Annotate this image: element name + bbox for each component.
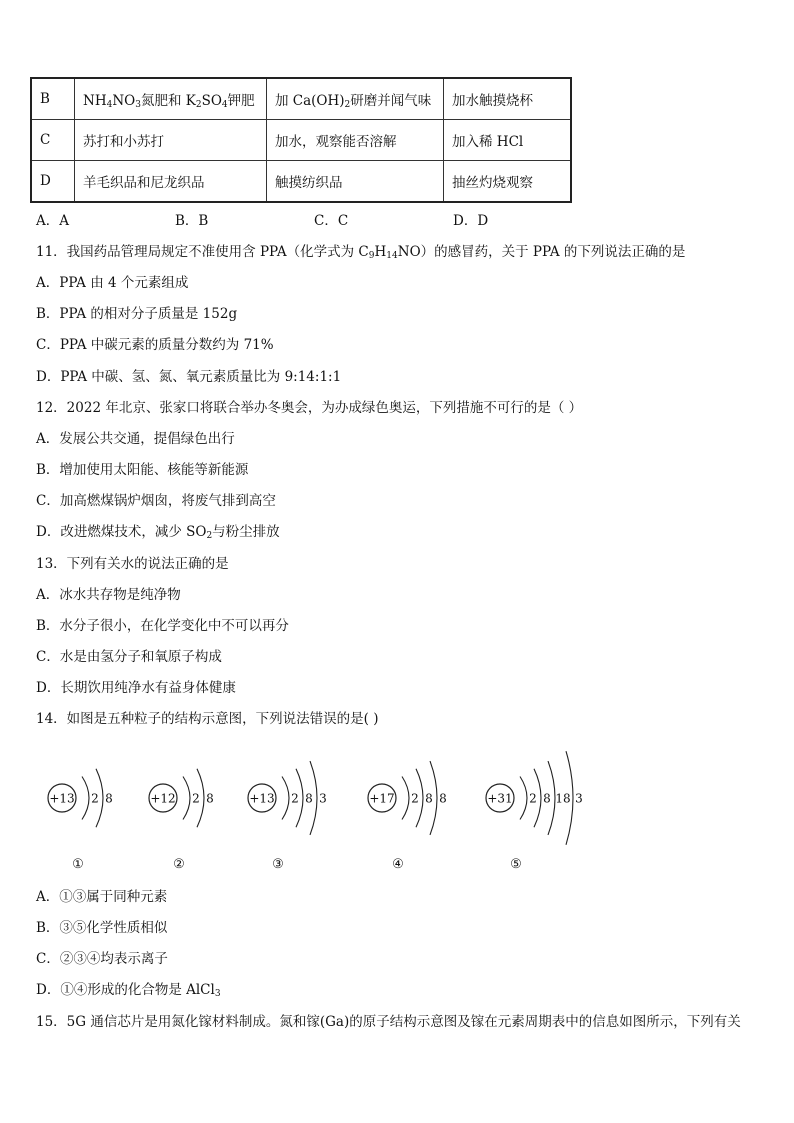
atomic-structure-diagram xyxy=(30,735,590,880)
nucleus-charge: +13 xyxy=(249,791,275,806)
q12-option: B．增加使用太阳能、核能等新能源 xyxy=(36,462,249,478)
shell-electron-count: 2 xyxy=(411,791,419,806)
q10-choices xyxy=(36,212,592,230)
particle-diagram xyxy=(149,769,214,872)
choice: C．C xyxy=(314,213,349,229)
particle-label: ① xyxy=(72,857,84,872)
row-method-2: 抽丝灼烧观察 xyxy=(444,161,572,203)
electron-shell-arc xyxy=(82,777,89,820)
particle-diagram xyxy=(248,761,327,872)
row-item: 苏打和小苏打 xyxy=(75,120,267,161)
particle-label: ② xyxy=(173,857,185,872)
q12-option: D．改进燃煤技术，减少 $SO_2$与粉尘排放 xyxy=(36,524,280,541)
q14-stem: 14．如图是五种粒子的结构示意图，下列说法错误的是( ) xyxy=(36,711,379,727)
shell-electron-count: 8 xyxy=(543,791,551,806)
choice: B．B xyxy=(175,213,209,229)
q13-option: B．水分子很小，在化学变化中不可以再分 xyxy=(36,618,289,634)
q12-option: C．加高燃煤锅炉烟囱，将废气排到高空 xyxy=(36,493,276,509)
q15-stem: 15．5G 通信芯片是用氮化镓材料制成。氮和镓(Ga)的原子结构示意图及镓在元素周期表中的信息如图所示，下列有关 xyxy=(36,1014,741,1030)
q13-option: D．长期饮用纯净水有益身体健康 xyxy=(36,680,236,696)
shell-electron-count: 3 xyxy=(319,791,327,806)
shell-electron-count: 8 xyxy=(439,791,447,806)
q13-option: A．冰水共存物是纯净物 xyxy=(36,587,181,603)
row-item: 羊毛织品和尼龙织品 xyxy=(75,161,267,203)
q11-option: D．PPA 中碳、氢、氮、氧元素质量比为 9:14:1:1 xyxy=(36,369,342,385)
row-label: B xyxy=(31,78,75,120)
q12-option: A．发展公共交通，提倡绿色出行 xyxy=(36,431,235,447)
shell-electron-count: 2 xyxy=(291,791,299,806)
q13-option: C．水是由氢分子和氧原子构成 xyxy=(36,649,222,665)
answer-options-table xyxy=(30,77,572,203)
nucleus-charge: +17 xyxy=(369,791,395,806)
row-method-1: 加水，观察能否溶解 xyxy=(267,120,444,161)
electron-shell-arc xyxy=(402,777,409,820)
particle-diagram xyxy=(486,751,583,872)
row-method-1: 加 $Ca(OH)_2$研磨并闻气味 xyxy=(267,78,444,120)
nucleus-charge: +31 xyxy=(487,791,513,806)
q14-option: A．①③属于同种元素 xyxy=(36,889,168,905)
particle-label: ④ xyxy=(392,857,404,872)
particle-diagram xyxy=(48,769,113,872)
shell-electron-count: 8 xyxy=(105,791,113,806)
row-label: D xyxy=(31,161,75,203)
q12-stem: 12．2022 年北京、张家口将联合举办冬奥会，为办成绿色奥运，下列措施不可行的是（ ） xyxy=(36,400,583,416)
shell-electron-count: 18 xyxy=(555,791,571,806)
shell-electron-count: 8 xyxy=(206,791,214,806)
shell-electron-count: 2 xyxy=(529,791,537,806)
q11-stem: 11．我国药品管理局规定不准使用含 PPA（化学式为 $C_9H_{14}NO$）的感冒药，关于 PPA 的下列说法正确的是 xyxy=(36,244,686,261)
nucleus-charge: +13 xyxy=(49,791,75,806)
q11-option: C．PPA 中碳元素的质量分数约为 71% xyxy=(36,337,274,353)
shell-electron-count: 2 xyxy=(91,791,99,806)
shell-electron-count: 3 xyxy=(575,791,583,806)
q14-option: C．②③④均表示离子 xyxy=(36,951,168,967)
row-method-2: 加入稀 HCl xyxy=(444,120,572,161)
electron-shell-arc xyxy=(183,777,190,820)
shell-electron-count: 2 xyxy=(192,791,200,806)
row-method-2: 加水触摸烧杯 xyxy=(444,78,572,120)
q11-option: B．PPA 的相对分子质量是 152g xyxy=(36,306,238,322)
choice: A．A xyxy=(36,213,69,229)
q14-option: D．①④形成的化合物是 AlCl$_3$ xyxy=(36,982,221,999)
table-row xyxy=(31,120,571,161)
particle-label: ③ xyxy=(272,857,284,872)
q11-option: A．PPA 由 4 个元素组成 xyxy=(36,275,189,291)
particle-label: ⑤ xyxy=(510,857,522,872)
table-row xyxy=(31,161,571,203)
choice: D．D xyxy=(453,213,489,229)
electron-shell-arc xyxy=(282,777,289,820)
row-item: $NH_4NO_3$氮肥和 $K_2SO_4$钾肥 xyxy=(75,78,267,120)
q13-stem: 13．下列有关水的说法正确的是 xyxy=(36,556,229,572)
particle-diagram xyxy=(368,761,447,872)
shell-electron-count: 8 xyxy=(305,791,313,806)
nucleus-charge: +12 xyxy=(150,791,176,806)
row-label: C xyxy=(31,120,75,161)
table-row xyxy=(31,78,571,120)
row-method-1: 触摸纺织品 xyxy=(267,161,444,203)
electron-shell-arc xyxy=(520,777,527,820)
q14-option: B．③⑤化学性质相似 xyxy=(36,920,168,936)
shell-electron-count: 8 xyxy=(425,791,433,806)
